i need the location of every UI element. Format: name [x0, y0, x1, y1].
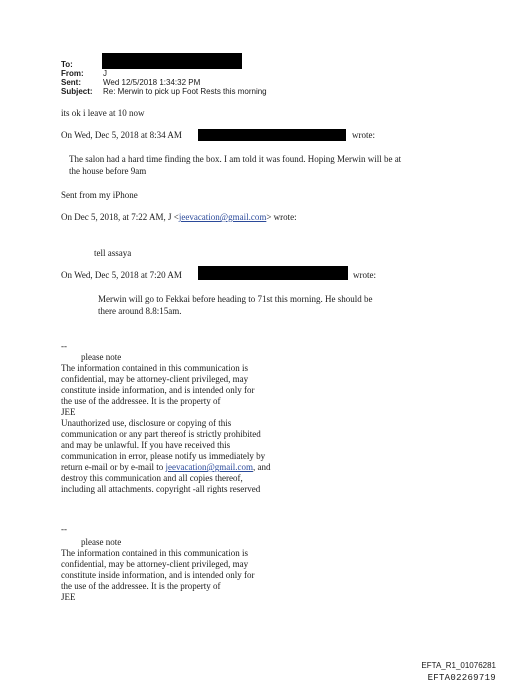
sent-label: Sent: [61, 78, 81, 87]
disclaimer-line: constitute inside information, and is intended only for [61, 385, 255, 395]
separator-dashes: -- [61, 341, 67, 351]
email-link[interactable]: jeevacation@gmail.com [178, 212, 267, 222]
disclaimer-line: the use of the addressee. It is the property of [61, 581, 221, 591]
quote3-text: there around 8.8:15am. [98, 306, 182, 316]
separator-dashes: -- [61, 524, 67, 534]
quote3-text: Merwin will go to Fekkai before heading to 71st this morning. He should be [98, 294, 373, 304]
disclaimer-line: and may be unlawful. If you have received this [61, 440, 231, 450]
disclaimer-line: the use of the addressee. It is the property of [61, 396, 221, 406]
disclaimer-line: confidential, may be attorney-client privileged, may [61, 559, 249, 569]
disclaimer-line: destroy this communication and all copies thereof, [61, 473, 243, 483]
quote1-text: The salon had a hard time finding the box. I am told it was found. Hoping Merwin will be at [69, 154, 402, 164]
quote1-date: On Wed, Dec 5, 2018 at 8:34 AM [61, 130, 182, 140]
please-note: please note [81, 352, 122, 362]
quote1-text: the house before 9am [69, 166, 147, 176]
quote2-header [61, 212, 297, 223]
reply-line: its ok i leave at 10 now [61, 108, 145, 118]
quote2-wrote: > wrote: [266, 212, 297, 222]
bates-id-primary: EFTA_R1_01076281 [421, 661, 496, 670]
quote3-date: On Wed, Dec 5, 2018 at 7:20 AM [61, 270, 182, 280]
disclaimer-line: communication in error, please notify us immediately by [61, 451, 266, 461]
bates-id-secondary: EFTA02269719 [427, 673, 496, 683]
from-label: From: [61, 69, 84, 78]
quote2-date: On Dec 5, 2018, at 7:22 AM, J < [61, 212, 179, 222]
disclaimer-text: , and [252, 462, 271, 472]
disclaimer-line: JEE [61, 592, 76, 602]
disclaimer-line: including all attachments. copyright -all rights reserved [61, 484, 261, 494]
subject-value: Re: Merwin to pick up Foot Rests this morning [103, 87, 267, 96]
please-note: please note [81, 537, 122, 547]
disclaimer-line: Unauthorized use, disclosure or copying of this [61, 418, 232, 428]
quote3-header [61, 270, 182, 281]
sent-value: Wed 12/5/2018 1:34:32 PM [103, 78, 201, 87]
disclaimer-line: constitute inside information, and is intended only for [61, 570, 255, 580]
disclaimer-line: confidential, may be attorney-client privileged, may [61, 374, 249, 384]
sent-from-signature: Sent from my iPhone [61, 190, 138, 200]
disclaimer-text: return e-mail or by e-mail to [61, 462, 166, 472]
tell-line: tell assaya [94, 248, 132, 258]
redaction-box [102, 53, 242, 69]
disclaimer-line [61, 462, 270, 473]
redaction-box [198, 129, 346, 141]
quote1-wrote: wrote: [352, 130, 375, 140]
subject-label: Subject: [61, 87, 93, 96]
disclaimer-line: The information contained in this communication is [61, 548, 248, 558]
quote3-wrote: wrote: [353, 270, 376, 280]
email-link[interactable]: jeevacation@gmail.com [165, 462, 253, 472]
disclaimer-line: The information contained in this communication is [61, 363, 248, 373]
redaction-box [198, 266, 348, 280]
from-value: J [103, 69, 107, 78]
to-label: To: [61, 60, 73, 69]
quote1-header [61, 130, 182, 141]
disclaimer-line: JEE [61, 407, 76, 417]
disclaimer-line: communication or any part thereof is strictly prohibited [61, 429, 261, 439]
